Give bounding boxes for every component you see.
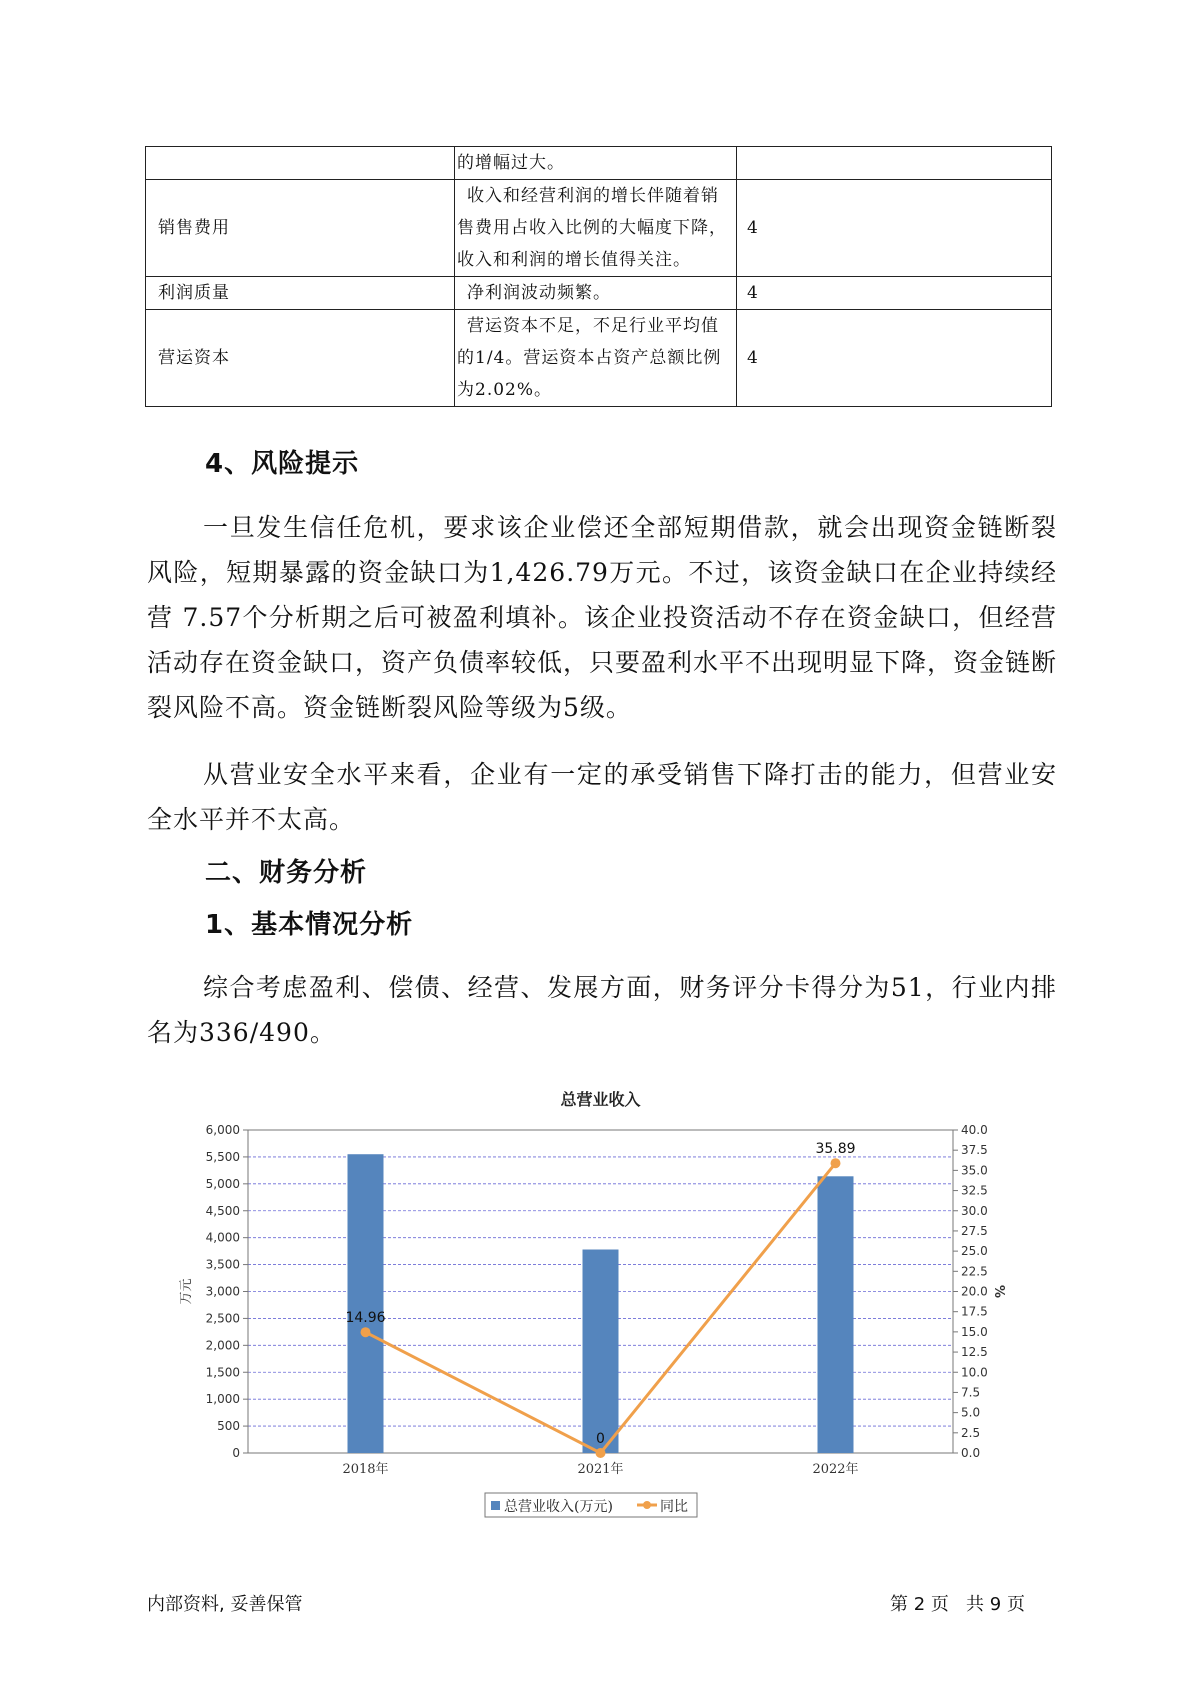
- y-tick-label: 3,000: [205, 1284, 240, 1299]
- x-tick-label: 2018年: [342, 1462, 389, 1477]
- table-cell-desc: 收入和经营利润的增长伴随着销售费用占收入比例的大幅度下降，收入和利润的增长值得关注。: [455, 180, 737, 277]
- table-cell-desc: 净利润波动频繁。: [455, 277, 737, 310]
- table-cell-score: 4: [737, 277, 1052, 310]
- y2-tick-label: 25.0: [961, 1244, 988, 1259]
- y2-tick-label: 7.5: [961, 1385, 981, 1400]
- basic-analysis-heading: 1、基本情况分析: [205, 910, 414, 940]
- y2-tick-label: 10.0: [961, 1365, 988, 1380]
- revenue-chart: [170, 1075, 1006, 1535]
- financial-analysis-heading: 二、财务分析: [205, 858, 368, 888]
- table-cell-item: 利润质量: [146, 277, 455, 310]
- y2-tick-label: 12.5: [961, 1345, 988, 1360]
- y2-tick-label: 2.5: [961, 1425, 981, 1440]
- table-row: [146, 180, 1052, 277]
- footer-left: 内部资料, 妥善保管: [147, 1594, 303, 1615]
- y2-tick-label: 22.5: [961, 1264, 988, 1279]
- y-tick-label: 2,500: [205, 1311, 240, 1326]
- y2-tick-label: 27.5: [961, 1223, 988, 1238]
- table-cell-score: 4: [737, 180, 1052, 277]
- legend-line-label: 同比: [660, 1499, 688, 1515]
- y-tick-label: 5,000: [205, 1176, 240, 1191]
- risk-paragraph-1: 一旦发生信任危机，要求该企业偿还全部短期借款，就会出现资金链断裂风险，短期暴露的资金缺口为1,426.79万元。不过，该资金缺口在企业持续经营 7.57个分析期之后可被盈利填补。该企业投资活动不存在资金缺口，但经营活动存在资金缺口，资产负债率较低，只要盈利水平不出现明显下降，资金链断裂风险不高。资金链断裂风险等级为5级。: [147, 513, 1058, 722]
- legend-bar-label: 总营业收入(万元): [504, 1499, 613, 1515]
- y2-tick-label: 32.5: [961, 1183, 988, 1198]
- data-label: 14.96: [345, 1310, 386, 1327]
- yoy-point: [831, 1158, 841, 1168]
- y-tick-label: 1,000: [205, 1392, 240, 1407]
- table-cell-item: 销售费用: [146, 180, 455, 277]
- bar: [348, 1154, 384, 1453]
- y2-tick-label: 5.0: [961, 1405, 981, 1420]
- bar: [818, 1176, 854, 1453]
- y-tick-label: 1,500: [205, 1365, 240, 1380]
- y2-tick-label: 15.0: [961, 1324, 988, 1339]
- chart-title: 总营业收入: [560, 1090, 641, 1109]
- table-row: [146, 310, 1052, 407]
- data-label: 35.89: [815, 1141, 856, 1158]
- y-axis-label: 万元: [179, 1278, 194, 1305]
- y-tick-label: 0: [232, 1446, 240, 1460]
- table-cell-item: 营运资本: [146, 310, 455, 407]
- table-cell-desc: 营运资本不足，不足行业平均值的1/4。营运资本占资产总额比例为2.02%。: [455, 310, 737, 407]
- yoy-point: [361, 1327, 371, 1337]
- x-tick-label: 2022年: [812, 1462, 859, 1477]
- y2-tick-label: 37.5: [961, 1143, 988, 1158]
- table-row: [146, 147, 1052, 180]
- y-tick-label: 500: [217, 1419, 240, 1434]
- table-row: [146, 277, 1052, 310]
- y2-axis-label: %: [991, 1284, 1006, 1299]
- table-cell-score: 4: [737, 310, 1052, 407]
- x-tick-label: 2021年: [577, 1462, 624, 1477]
- y-tick-label: 6,000: [205, 1123, 240, 1137]
- legend-bar-swatch: [491, 1501, 500, 1510]
- basic-paragraph: 综合考虑盈利、偿债、经营、发展方面，财务评分卡得分为51，行业内排名为336/490。: [147, 973, 1057, 1047]
- yoy-point: [596, 1448, 606, 1458]
- risk-heading: 4、风险提示: [205, 449, 360, 479]
- table-cell-score: [737, 147, 1052, 180]
- y-tick-label: 2,000: [205, 1338, 240, 1353]
- y-tick-label: 5,500: [205, 1149, 240, 1164]
- y-tick-label: 4,500: [205, 1203, 240, 1218]
- y2-tick-label: 35.0: [961, 1163, 988, 1178]
- y2-tick-label: 20.0: [961, 1284, 988, 1299]
- y-tick-label: 4,000: [205, 1230, 240, 1245]
- y2-tick-label: 0.0: [961, 1446, 981, 1460]
- table-cell-desc: 的增幅过大。: [455, 147, 737, 180]
- y2-tick-label: 17.5: [961, 1304, 988, 1319]
- table-cell-item: [146, 147, 455, 180]
- bar: [583, 1250, 619, 1453]
- y2-tick-label: 40.0: [961, 1123, 988, 1137]
- risk-paragraph-2: 从营业安全水平来看，企业有一定的承受销售下降打击的能力，但营业安全水平并不太高。: [147, 760, 1057, 834]
- y2-tick-label: 30.0: [961, 1203, 988, 1218]
- data-label: 0: [596, 1431, 605, 1447]
- chart-svg: [170, 1075, 1006, 1535]
- y-tick-label: 3,500: [205, 1257, 240, 1272]
- risk-table: [145, 146, 1052, 407]
- footer-right: 第 2 页 共 9 页: [890, 1594, 1025, 1615]
- legend-line-marker: [643, 1501, 651, 1509]
